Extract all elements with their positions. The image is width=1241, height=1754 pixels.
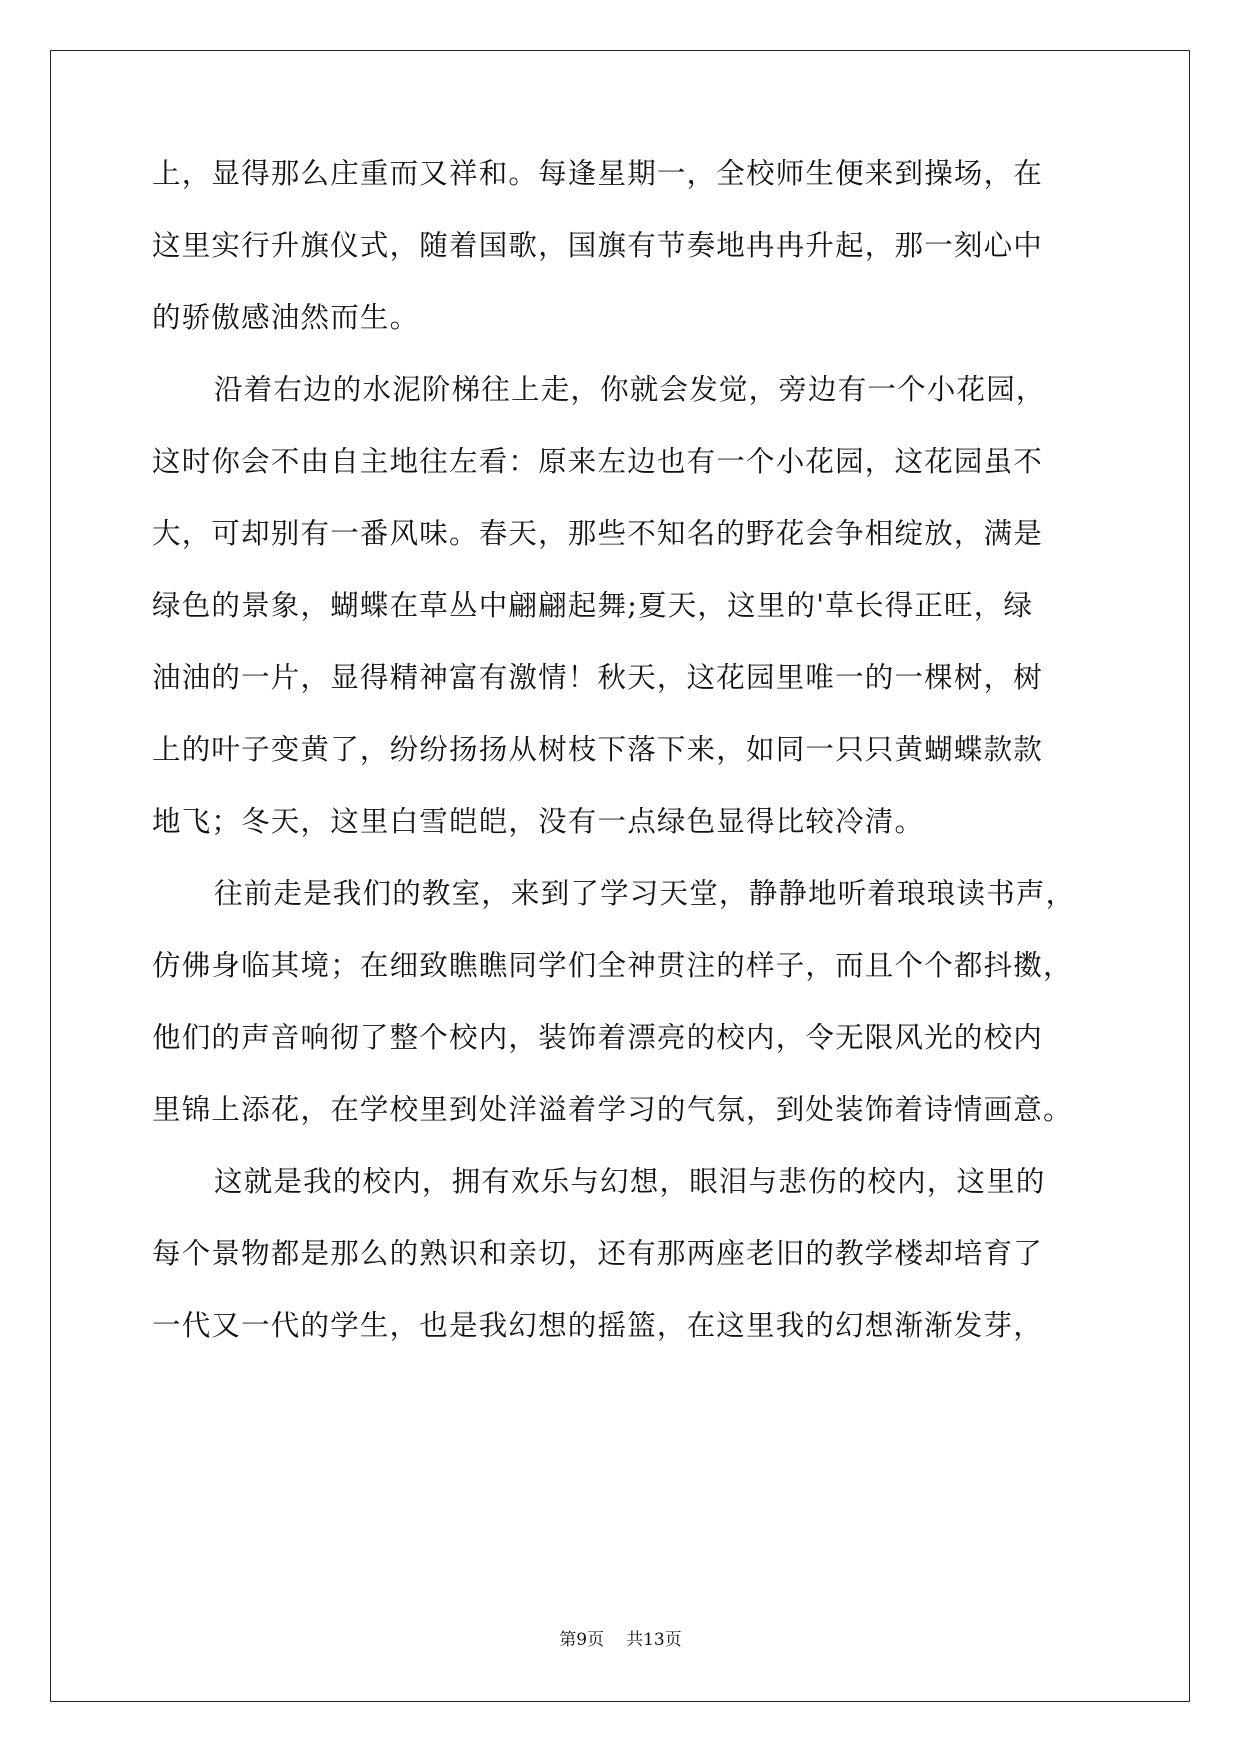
body-line: 他们的声音响彻了整个校内，装饰着漂亮的校内，令无限风光的校内 [152,1021,1044,1054]
page-footer [0,1625,1241,1650]
body-line: 这里实行升旗仪式，随着国歌，国旗有节奏地冉冉升起，那一刻心中 [152,229,1044,262]
body-line: 的骄傲感油然而生。 [152,301,420,334]
paragraph-first-line: 沿着右边的水泥阶梯往上走，你就会发觉，旁边有一个小花园， [214,373,1046,406]
body-line: 这时你会不由自主地往左看：原来左边也有一个小花园，这花园虽不 [152,445,1044,478]
paragraph-first-line: 这就是我的校内，拥有欢乐与幻想，眼泪与悲伤的校内，这里的 [214,1165,1046,1198]
body-line: 大，可却别有一番风味。春天，那些不知名的野花会争相绽放，满是 [152,517,1044,550]
body-line: 每个景物都是那么的熟识和亲切，还有那两座老旧的教学楼却培育了 [152,1237,1044,1270]
body-line: 上，显得那么庄重而又祥和。每逢星期一，全校师生便来到操场，在 [152,157,1044,190]
body-line: 地飞；冬天，这里白雪皑皑，没有一点绿色显得比较冷清。 [152,805,925,838]
body-line: 里锦上添花，在学校里到处洋溢着学习的气氛，到处装饰着诗情画意。 [152,1093,1073,1126]
body-line: 绿色的景象，蝴蝶在草丛中翩翩起舞;夏天，这里的'草长得正旺，绿 [152,589,1034,622]
body-line: 一代又一代的学生，也是我幻想的摇篮，在这里我的幻想渐渐发芽， [152,1309,1044,1342]
page-number: 第9页 [559,1630,605,1650]
page-total: 共13页 [626,1630,682,1650]
paragraph-first-line: 往前走是我们的教室，来到了学习天堂，静静地听着琅琅读书声， [214,877,1076,910]
body-line: 上的叶子变黄了，纷纷扬扬从树枝下落下来，如同一只只黄蝴蝶款款 [152,733,1044,766]
body-line: 油油的一片，显得精神富有激情！秋天，这花园里唯一的一棵树，树 [152,661,1044,694]
body-line: 仿佛身临其境；在细致瞧瞧同学们全神贯注的样子，而且个个都抖擞， [152,949,1073,982]
